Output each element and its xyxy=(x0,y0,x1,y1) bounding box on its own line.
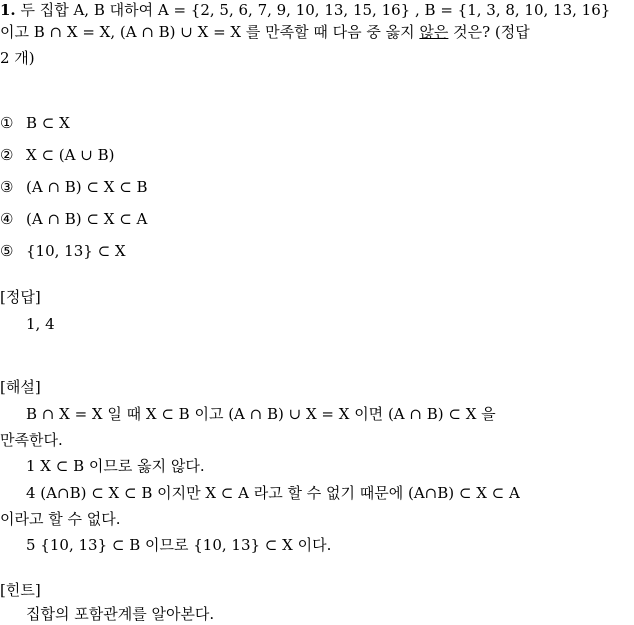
hint-heading: [힌트] xyxy=(0,581,41,599)
question-text-1: 두 집합 A, B 대하여 A = {2, 5, 6, 7, 9, 10, 13, 15, 16} , B = {1, 3, 8, 10, 13, 16} xyxy=(15,1,611,19)
choice-5-text: {10, 13} ⊂ X xyxy=(26,242,126,260)
question-number: 1. xyxy=(0,1,16,19)
question-line-1 xyxy=(0,0,610,20)
question-line-3: 2 개) xyxy=(0,49,35,67)
choice-4[interactable] xyxy=(0,209,147,229)
hint-text: 집합의 포함관계를 알아본다. xyxy=(26,605,215,623)
explanation-line-4: 4 (A∩B) ⊂ X ⊂ B 이지만 X ⊂ A 라고 할 수 없기 때문에 (A∩B) ⊂ X ⊂ A xyxy=(26,484,520,502)
question-text-2b: 것은? (정답 xyxy=(448,23,530,41)
explanation-line-6: 5 {10, 13} ⊂ B 이므로 {10, 13} ⊂ X 이다. xyxy=(26,536,332,554)
choice-3-text: (A ∩ B) ⊂ X ⊂ B xyxy=(26,178,148,196)
choice-1[interactable] xyxy=(0,113,70,133)
choice-2-mark: ② xyxy=(0,146,14,164)
choice-4-text: (A ∩ B) ⊂ X ⊂ A xyxy=(26,210,148,228)
choice-3[interactable] xyxy=(0,177,148,197)
question-text-2a: 이고 B ∩ X = X, (A ∩ B) ∪ X = X 를 만족할 때 다음 중 옳지 xyxy=(0,23,420,41)
answer-value: 1, 4 xyxy=(26,315,55,333)
answer-heading: [정답] xyxy=(0,288,41,306)
question-line-2 xyxy=(0,22,530,42)
explanation-heading: [해설] xyxy=(0,378,41,396)
explanation-line-3: 1 X ⊂ B 이므로 옳지 않다. xyxy=(26,457,205,475)
choice-4-mark: ④ xyxy=(0,210,14,228)
choice-1-mark: ① xyxy=(0,114,14,132)
explanation-line-1: B ∩ X = X 일 때 X ⊂ B 이고 (A ∩ B) ∪ X = X 이면 (A ∩ B) ⊂ X 을 xyxy=(26,405,496,423)
question-underlined-word: 않은 xyxy=(419,23,449,41)
choice-5[interactable] xyxy=(0,241,126,261)
choice-2[interactable] xyxy=(0,145,114,165)
explanation-line-2: 만족한다. xyxy=(0,431,63,449)
choice-5-mark: ⑤ xyxy=(0,242,14,260)
explanation-line-5: 이라고 할 수 없다. xyxy=(0,510,121,528)
choice-2-text: X ⊂ (A ∪ B) xyxy=(26,146,115,164)
choice-1-text: B ⊂ X xyxy=(26,114,70,132)
choice-3-mark: ③ xyxy=(0,178,14,196)
